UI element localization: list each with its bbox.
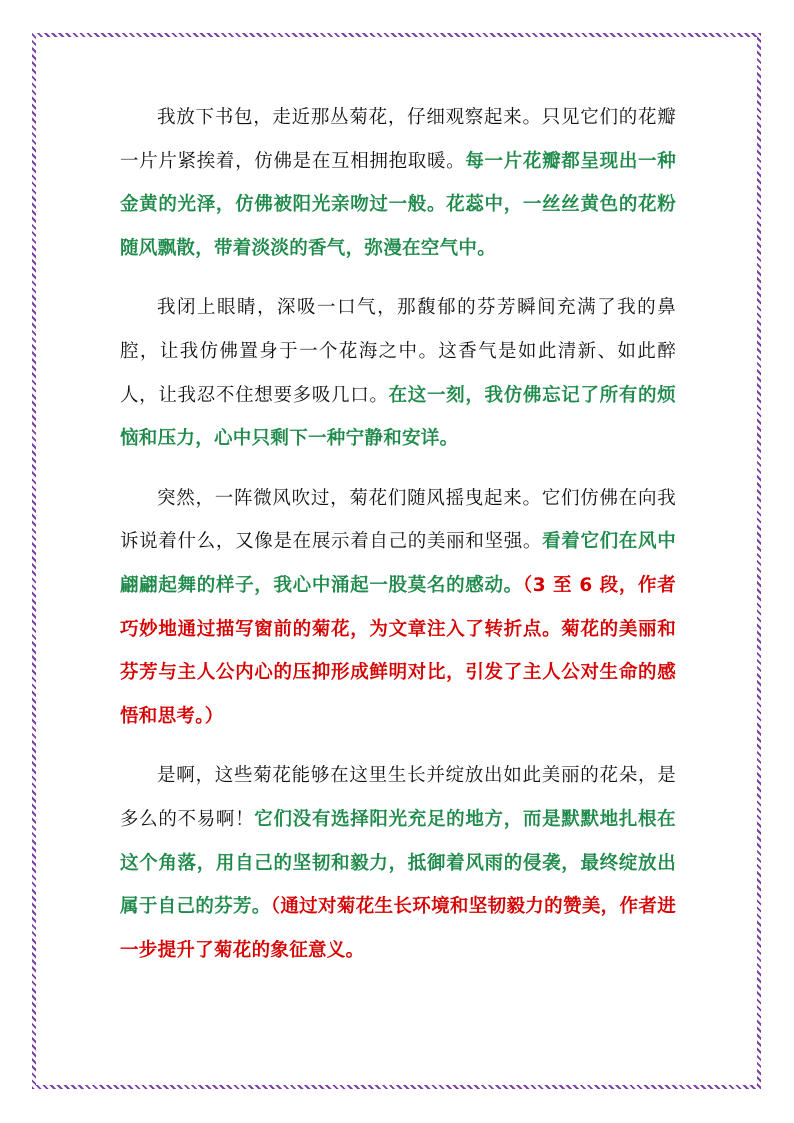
plain-text: 我闭上眼睛，深吸一口气，那馥郁的芬芳瞬间充满了我的鼻腔，让我仿佛置身于一个花海之中。这香气是如此清新、如此醉人，让我忍不住想要多吸几口。 xyxy=(120,297,676,406)
green-highlight-text: 每一片花瓣都呈现出一种金黄的光泽，仿佛被阳光亲吻过一般。花蕊中，一丝丝黄色的花粉随风飘散，带着淡淡的香气，弥漫在空气中。 xyxy=(120,150,676,259)
green-highlight-text: 它们没有选择阳光充足的地方，而是默默地扎根在这个角落，用自己的坚韧和毅力，抵御着风雨的侵袭，最终绽放出属于自己的芬芳。 xyxy=(120,808,676,918)
green-highlight-text: 看着它们在风中翩翩起舞的样子，我心中涌起一股莫名的感动。 xyxy=(120,531,676,596)
paragraph-1 xyxy=(120,96,676,270)
paragraph-3 xyxy=(120,477,676,739)
green-highlight-text: 在这一刻，我仿佛忘记了所有的烦恼和压力，心中只剩下一种宁静和安详。 xyxy=(120,384,676,450)
document-body xyxy=(120,96,676,988)
red-annotation-text: （3 至 6 段，作者巧妙地通过描写窗前的菊花，为文章注入了转折点。菊花的美丽和芬芳与主人公内心的压抑形成鲜明对比，引发了主人公对生命的感悟和思考。） xyxy=(120,574,676,727)
plain-text: 突然，一阵微风吹过，菊花们随风摇曳起来。它们仿佛在向我诉说着什么，又像是在展示着自己的美丽和坚强。 xyxy=(120,487,676,553)
red-annotation-text: （通过对菊花生长环境和坚韧毅力的赞美，作者进一步提升了菊花的象征意义。 xyxy=(120,896,676,961)
plain-text: 我放下书包，走近那丛菊花，仔细观察起来。只见它们的花瓣一片片紧挨着，仿佛是在互相拥抱取暖。 xyxy=(120,107,676,172)
paragraph-4 xyxy=(120,754,676,972)
plain-text: 是啊，这些菊花能够在这里生长并绽放出如此美丽的花朵，是多么的不易啊！ xyxy=(120,765,676,830)
paragraph-2 xyxy=(120,286,676,460)
